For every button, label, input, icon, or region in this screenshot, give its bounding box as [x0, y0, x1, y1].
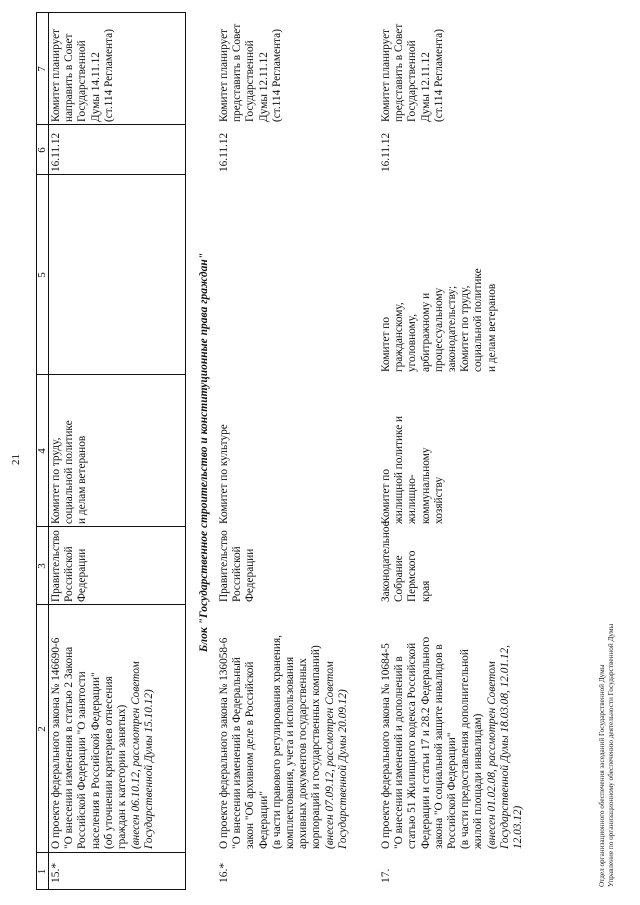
col-header-6: 6 — [36, 147, 48, 153]
bill-author: Правительство Российской Федерации — [218, 530, 257, 602]
plan-note: Комитет планирует представить в Совет Государственной Думы 12.11.12 (ст.114 Регламента) — [380, 23, 445, 122]
bill-author: Законодательное Собрание Пермского края — [380, 521, 432, 602]
row-number: 16.* — [218, 862, 230, 883]
row-number: 17. — [380, 868, 392, 883]
responsible-committee: Комитет по жилищной политике и жилищно- коммунальному хозяйству — [380, 415, 445, 524]
plan-note: Комитет планирует представить в Совет Государственной Думы 12.11.12 (ст.114 Регламента) — [218, 23, 283, 122]
plan-note: Комитет планирует направить в Совет Государственной Думы 14.11.12 (ст.114 Регламента) — [50, 28, 115, 122]
footer-line-1: Отдел организационного обеспечения заседаний Государственной Думы — [598, 664, 606, 887]
bill-title: О проекте федерального закона № 146690-6 "О внесении изменения в статью 2 Закона Российской Федерации "О занятости населения в Российской Федерации" (об уточнении критериев отнесения граждан к категории занятых) — [50, 637, 129, 849]
col-header-5: 5 — [36, 272, 48, 278]
deadline-date: 16.11.12 — [218, 132, 230, 172]
footer-line-2: Управление по организационному обеспечению деятельности Государственной Думы — [607, 623, 615, 887]
bill-title: О проекте федерального закона № 136058-6 "О внесении изменений в Федеральный закон "Об архивном деле в Российской Федерации" (в части правового регулирования хранения, комплектования, учета и использования архивных документов государственных корпораций и государственных компаний) — [218, 634, 323, 849]
bill-note: (внесен 01.02.08, рассмотрен Советом Государственной Думы 18.03.08, 12.01.12, 12.03.12) — [486, 645, 525, 849]
col-header-7: 7 — [36, 66, 48, 72]
bill-note: (внесен 07.09.12, рассмотрен Советом Государственной Думы 20.09.12) — [324, 661, 350, 849]
col-header-2: 2 — [36, 726, 48, 732]
page-number: 21 — [10, 454, 22, 465]
deadline-date: 16.11.12 — [380, 132, 392, 172]
bill-note: (внесен 06.10.12, рассмотрен Советом Государственной Думы 15.10.12) — [130, 661, 156, 849]
deadline-date: 16.11.12 — [50, 132, 62, 172]
co-committee: Комитет по гражданскому, уголовному, арбитражному и процессуальному законодательству; Комитет по труду, социальной политике и делам ветеранов — [380, 268, 498, 372]
row-number: 15.* — [50, 862, 62, 883]
col-header-4: 4 — [36, 448, 48, 454]
col-header-1: 1 — [36, 868, 48, 875]
block-title: Блок "Государственное строительство и конституционные права граждан" — [198, 252, 210, 653]
bill-author: Правительство Российской Федерации — [50, 530, 89, 602]
col-header-3: 3 — [36, 563, 48, 569]
bill-title: О проекте федерального закона № 10684-5 "О внесении изменений и дополнений в статью 51 Жилищного кодекса Российской Федерации и статьи 17 и 28.2 Федерального закона "О социальной защите инвалидов в Российской Федерации" (в части предоставления дополнительной жилой площади инвалидам) — [380, 636, 485, 849]
responsible-committee: Комитет по труду, социальной политике и делам ветеранов — [50, 420, 89, 524]
responsible-committee: Комитет по культуре — [218, 424, 230, 524]
